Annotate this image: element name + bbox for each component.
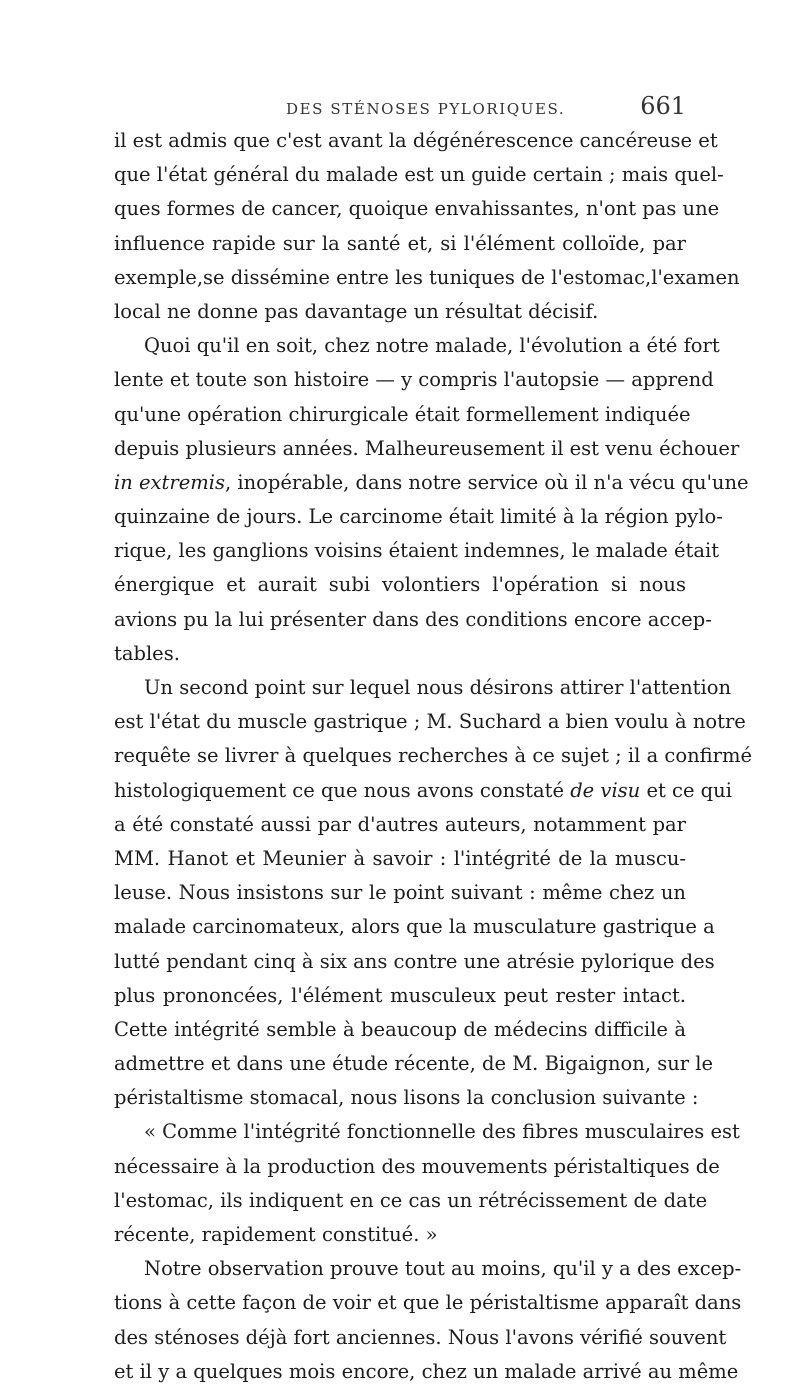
text-segment: énergique et aurait subi volontiers l'opération si nous — [114, 573, 686, 597]
text-line — [114, 1047, 714, 1081]
text-segment: ques formes de cancer, quoique envahissantes, n'ont pas une — [114, 197, 720, 221]
text-segment: qu'une opération chirurgicale était formellement indiquée — [114, 402, 691, 426]
text-segment: Cette intégrité semble à beaucoup de médecins difficile à — [114, 1017, 686, 1041]
text-line — [114, 876, 686, 910]
text-segment: que l'état général du malade est un guide certain ; mais quel- — [114, 163, 724, 187]
text-line — [114, 432, 740, 466]
text-segment: est l'état du muscle gastrique ; M. Suchard a bien voulu à notre — [114, 710, 746, 734]
text-line — [114, 363, 714, 397]
text-segment: tables. — [114, 641, 180, 665]
text-segment: nécessaire à la production des mouvements péristaltiques de — [114, 1154, 720, 1178]
text-line — [114, 329, 720, 363]
text-line — [114, 1218, 686, 1252]
text-segment: « Comme l'intégrité fonctionnelle des fibres musculaires est — [144, 1120, 740, 1144]
text-segment: avions pu la lui présenter dans des conditions encore accep- — [114, 607, 712, 631]
text-segment: Quoi qu'il en soit, chez notre malade, l'évolution a été fort — [144, 334, 720, 358]
text-segment: lutté pendant cinq à six ans contre une atrésie pylorique des — [114, 949, 715, 973]
text-line — [114, 568, 686, 602]
text-line — [114, 1321, 727, 1355]
text-segment: , inopérable, dans notre service où il n'a vécu qu'une — [224, 470, 749, 494]
text-segment: tions à cette façon de voir et que le péristaltisme apparaît dans — [114, 1291, 742, 1315]
text-line — [114, 1150, 720, 1184]
text-line — [114, 261, 740, 295]
text-line — [114, 1013, 686, 1047]
text-line — [114, 603, 712, 637]
text-segment: Notre observation prouve tout au moins, qu'il y a des excep- — [144, 1257, 742, 1281]
text-segment: exemple,se dissémine entre les tuniques de l'estomac,l'examen — [114, 265, 740, 289]
text-line — [114, 1115, 740, 1149]
text-segment: plus prononcées, l'élément musculeux peut rester intact. — [114, 983, 686, 1007]
text-segment: Un second point sur lequel nous désirons attirer l'attention — [144, 676, 732, 699]
text-line — [114, 192, 720, 226]
text-segment: et il y a quelques mois encore, chez un malade arrivé au même — [114, 1359, 739, 1383]
text-segment: et ce qui — [640, 778, 732, 802]
text-segment: depuis plusieurs années. Malheureusement il est venu échouer — [114, 436, 740, 460]
italic-text: in extremis — [114, 470, 225, 494]
text-line — [114, 637, 686, 671]
text-line — [114, 124, 718, 158]
text-line — [114, 1355, 739, 1389]
text-segment: malade carcinomateux, alors que la musculature gastrique a — [114, 915, 715, 939]
text-line — [114, 534, 720, 568]
text-line — [114, 227, 686, 261]
text-line — [114, 1286, 742, 1320]
text-line — [114, 398, 691, 432]
text-line — [114, 1184, 708, 1218]
text-line — [114, 979, 686, 1013]
text-segment: quinzaine de jours. Le carcinome était limité à la région pylo- — [114, 505, 723, 529]
text-line — [114, 808, 686, 842]
text-segment: leuse. Nous insistons sur le point suivant : même chez un — [114, 881, 686, 905]
body-text — [114, 124, 753, 1389]
page-number: 661 — [640, 92, 686, 120]
text-segment: il est admis que c'est avant la dégénérescence cancéreuse et — [114, 129, 718, 152]
text-line — [114, 466, 749, 500]
text-segment: influence rapide sur la santé et, si l'élément colloïde, par — [114, 231, 686, 255]
text-segment: péristaltisme stomacal, nous lisons la conclusion suivante : — [114, 1086, 699, 1110]
text-line — [114, 774, 732, 808]
text-line — [114, 1252, 742, 1286]
text-segment: rique, les ganglions voisins étaient indemnes, le malade était — [114, 539, 720, 563]
text-line — [114, 295, 686, 329]
text-line — [114, 1081, 699, 1115]
text-segment: requête se livrer à quelques recherches à ce sujet ; il a confirmé — [114, 744, 753, 768]
running-head — [114, 92, 686, 122]
text-line — [114, 500, 723, 534]
text-segment: MM. Hanot et Meunier à savoir : l'intégrité de la muscu- — [114, 846, 686, 870]
text-line — [114, 739, 753, 773]
text-line — [114, 705, 746, 739]
text-segment: des sténoses déjà fort anciennes. Nous l'avons vérifié souvent — [114, 1325, 727, 1349]
text-line — [114, 671, 732, 705]
text-segment: lente et toute son histoire — y compris l'autopsie — apprend — [114, 368, 714, 392]
running-title: DES STÉNOSES PYLORIQUES. — [286, 100, 566, 118]
text-segment: histologiquement ce que nous avons constaté — [114, 778, 571, 802]
text-segment: l'estomac, ils indiquent en ce cas un rétrécissement de date — [114, 1188, 708, 1212]
text-segment: admettre et dans une étude récente, de M. Bigaignon, sur le — [114, 1052, 714, 1076]
text-line — [114, 910, 715, 944]
text-segment: a été constaté aussi par d'autres auteurs, notamment par — [114, 812, 686, 836]
text-line — [114, 945, 715, 979]
text-line — [114, 842, 686, 876]
italic-text: de visu — [570, 778, 641, 802]
text-line — [114, 158, 724, 192]
text-segment: local ne donne pas davantage un résultat décisif. — [114, 299, 599, 323]
text-segment: récente, rapidement constitué. » — [114, 1223, 438, 1246]
